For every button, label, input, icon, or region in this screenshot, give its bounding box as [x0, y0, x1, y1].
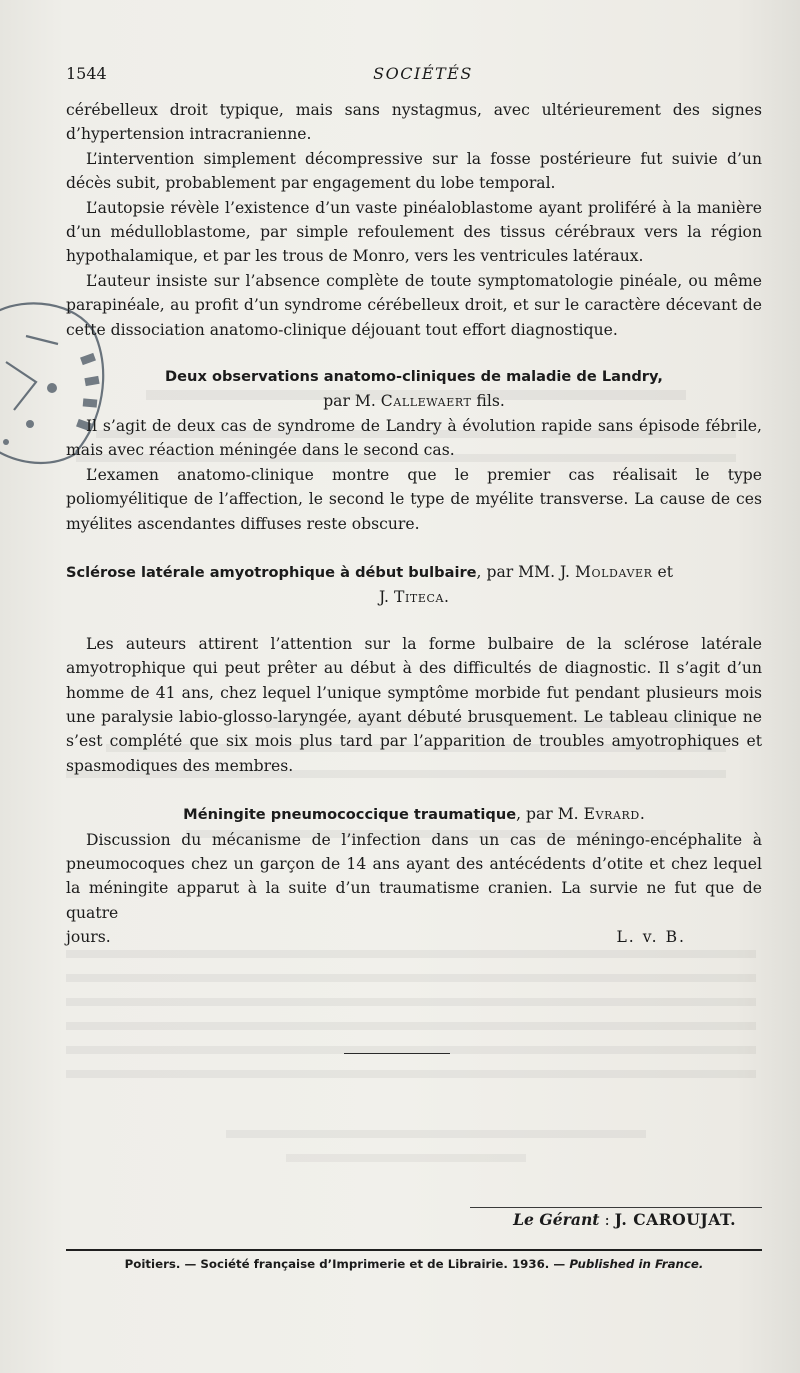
author-name: Callewaert: [380, 392, 472, 411]
signature: L. v. B.: [616, 928, 686, 947]
section-heading-sclerose: [66, 560, 762, 585]
last-line: jours.: [66, 928, 111, 947]
paragraph: L’autopsie révèle l’existence d’un vaste pinéaloblastome ayant proliféré à la manière d’un médulloblastome, par simple refoulement des tissus cérébraux vers la région hypothalamique, et par les trous de Monro, vers les ventricules latéraux.: [66, 198, 762, 266]
author-suffix: .: [444, 588, 449, 607]
gerant-name: J. CAROUJAT.: [614, 1210, 736, 1229]
author-join: et: [652, 562, 673, 581]
author-line-sclerose: [66, 585, 762, 609]
spacer: [66, 536, 762, 560]
section-title-landry: Deux observations anatomo-cliniques de maladie de Landry,: [165, 368, 663, 386]
signature-line: [66, 925, 762, 949]
section-title: SOCIÉTÉS: [373, 64, 473, 83]
section-title-sclerose: Sclérose latérale amyotrophique à début bulbaire: [66, 563, 477, 581]
gerant-line: [470, 1210, 736, 1229]
imprint-published: Published in France.: [569, 1257, 704, 1271]
imprint-text: Poitiers. — Société française d’Imprimerie et de Librairie. 1936. —: [124, 1257, 570, 1271]
imprint: [66, 1257, 762, 1271]
paragraph: Les auteurs attirent l’attention sur la forme bulbaire de la sclérose latérale amyotrophique qui peut prêter au début à des difficultés de diagnostic. Il s’agit d’un homme de 41 ans, chez lequel l’unique symptôme morbide fut pendant plusieurs mois une paralysie labio-glosso-laryngée, ayant débuté brusquement. Le tableau clinique ne s’est complété que six mois plus tard par l’apparition de troubles amyotrophiques et spasmodiques des membres.: [66, 634, 762, 775]
footer-rule: [66, 1249, 762, 1251]
author-name: Titeca: [393, 588, 445, 607]
paragraph: L’auteur insiste sur l’absence complète de toute symptomatologie pinéale, ou même parapinéale, au profit d’un syndrome cérébelleux droit, et sur le caractère décevant de cette dissociation anatomo-clinique déjouant tout effort diagnostique.: [66, 271, 762, 339]
author-prefix: par M.: [323, 392, 381, 411]
spacer: [66, 778, 762, 802]
paragraph: L’intervention simplement décompressive sur la fosse postérieure fut suivie d’un décès subit, probablement par engagement du lobe temporal.: [66, 149, 762, 193]
author-suffix: .: [639, 805, 645, 824]
author-prefix: J.: [378, 588, 394, 607]
author-suffix: fils.: [471, 392, 505, 411]
gerant-label: Le Gérant: [513, 1210, 600, 1229]
paragraph: Il s’agit de deux cas de syndrome de Landry à évolution rapide sans épisode fébrile, mais avec réaction méningée dans le second cas.: [66, 416, 762, 460]
section-heading-landry: [66, 364, 762, 389]
paragraph: Discussion du mécanisme de l’infection dans un cas de méningo-encéphalite à pneumocoques chez un garçon de 14 ans ayant des antécédents d’otite et chez lequel la méningite apparut à la suite d’un traumatisme cranien. La survie ne fut que de quatre: [66, 830, 762, 922]
paragraph: L’examen anatomo-clinique montre que le premier cas réalisait le type poliomyélitique de l’affection, le second le type de myélite transverse. La cause de ces myélites ascendantes diffuses reste obscure.: [66, 465, 762, 533]
author-name: Evrard: [583, 805, 640, 824]
section-divider: [344, 1053, 450, 1054]
section-title-meningite: Méningite pneumococcique traumatique: [183, 806, 517, 824]
gerant-rule: [470, 1207, 762, 1208]
running-head: [66, 64, 760, 86]
page-number: 1544: [66, 64, 107, 83]
spacer: [66, 342, 762, 364]
section-heading-meningite: [66, 802, 762, 827]
author-prefix: , par M.: [516, 805, 584, 824]
author-name: Moldaver: [574, 562, 653, 581]
author-line-landry: [66, 389, 762, 413]
paragraph: cérébelleux droit typique, mais sans nystagmus, avec ultérieurement des signes d’hypertension intracranienne.: [66, 101, 762, 144]
gerant-separator: :: [599, 1211, 615, 1229]
spacer: [66, 610, 762, 632]
body-text: [66, 98, 762, 950]
author-prefix: , par MM. J.: [476, 562, 575, 581]
